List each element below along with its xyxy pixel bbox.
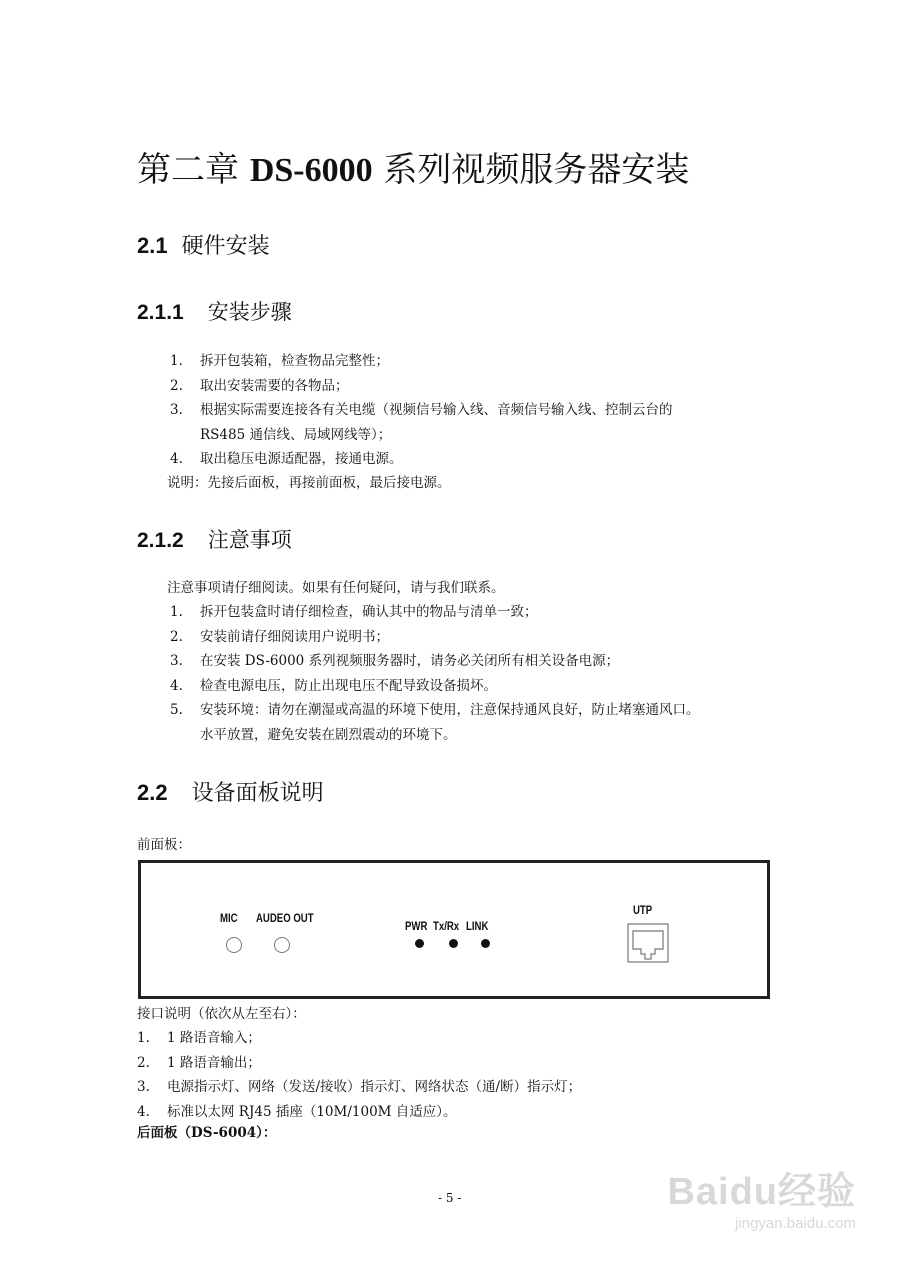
ports-list xyxy=(137,1026,581,1124)
txrx-led-icon xyxy=(449,939,458,948)
list-item: 1. 拆开包装盒时请仔细检查，确认其中的物品与清单一致； xyxy=(170,604,538,620)
ports-intro: 接口说明（依次从左至右）： xyxy=(137,1006,306,1022)
install-steps-list xyxy=(170,349,673,472)
list-item: 3. 在安装 DS-6000 系列视频服务器时，请务必关闭所有相关设备电源； xyxy=(170,653,620,669)
pwr-label: PWR xyxy=(405,919,428,933)
audio-out-label: AUDEO OUT xyxy=(256,911,314,925)
link-label: LINK xyxy=(466,919,489,933)
front-panel-diagram xyxy=(138,860,770,999)
list-item: 5. 安装环境：请勿在潮湿或高温的环境下使用，注意保持通风良好，防止堵塞通风口。 xyxy=(170,702,700,718)
list-item: 2. 1 路语音输出； xyxy=(137,1054,261,1071)
section-2-2-heading: 2.2 设备面板说明 xyxy=(137,780,324,806)
notes-list xyxy=(170,600,700,747)
front-panel-label: 前面板： xyxy=(137,837,191,853)
list-item: 1. 1 路语音输入； xyxy=(137,1030,261,1046)
list-item: 水平放置，避免安装在剧烈震动的环境下。 xyxy=(200,726,457,743)
list-item: 3. 电源指示灯、网络（发送/接收）指示灯、网络状态（通/断）指示灯； xyxy=(137,1079,582,1095)
section-2-1-2-heading: 2.1.2 注意事项 xyxy=(137,528,292,552)
list-item: 4. 检查电源电压，防止出现电压不配导致设备损坏。 xyxy=(170,677,497,694)
list-item: 2. 安装前请仔细阅读用户说明书； xyxy=(170,628,389,645)
list-item: 1. 拆开包装箱，检查物品完整性； xyxy=(170,353,389,369)
watermark-url: jingyan.baidu.com xyxy=(735,1215,856,1232)
chapter-title: 第二章 DS-6000 系列视频服务器安装 xyxy=(137,150,690,190)
link-led-icon xyxy=(481,939,490,948)
section-2-1-heading: 2.1 硬件安装 xyxy=(137,233,270,259)
list-item: 2. 取出安装需要的各物品； xyxy=(170,377,349,394)
rj45-port-icon xyxy=(627,923,669,963)
mic-jack-icon xyxy=(226,937,242,953)
baidu-watermark xyxy=(667,1160,856,1232)
notes-intro: 注意事项请仔细阅读。如果有任何疑问，请与我们联系。 xyxy=(167,580,505,596)
pwr-led-icon xyxy=(415,939,424,948)
utp-label: UTP xyxy=(633,903,653,917)
txrx-label: Tx/Rx xyxy=(433,919,460,933)
section-2-1-1-heading: 2.1.1 安装步骤 xyxy=(137,300,292,324)
watermark-logo: Baidu经验 xyxy=(667,1171,856,1213)
list-item: RS485 通信线、局域网线等）； xyxy=(200,426,392,443)
list-item: 4. 取出稳压电源适配器，接通电源。 xyxy=(170,451,403,467)
rear-panel-label: 后面板（DS-6004）： xyxy=(137,1125,277,1141)
mic-label: MIC xyxy=(220,911,238,925)
steps-note: 说明：先接后面板，再接前面板，最后接电源。 xyxy=(167,475,451,491)
page-number: - 5 - xyxy=(438,1191,462,1205)
list-item: 3. 根据实际需要连接各有关电缆（视频信号输入线、音频信号输入线、控制云台的 xyxy=(170,402,673,418)
audio-out-jack-icon xyxy=(274,937,290,953)
list-item: 4. 标准以太网 RJ45 插座（10M/100M 自适应）。 xyxy=(137,1103,457,1120)
